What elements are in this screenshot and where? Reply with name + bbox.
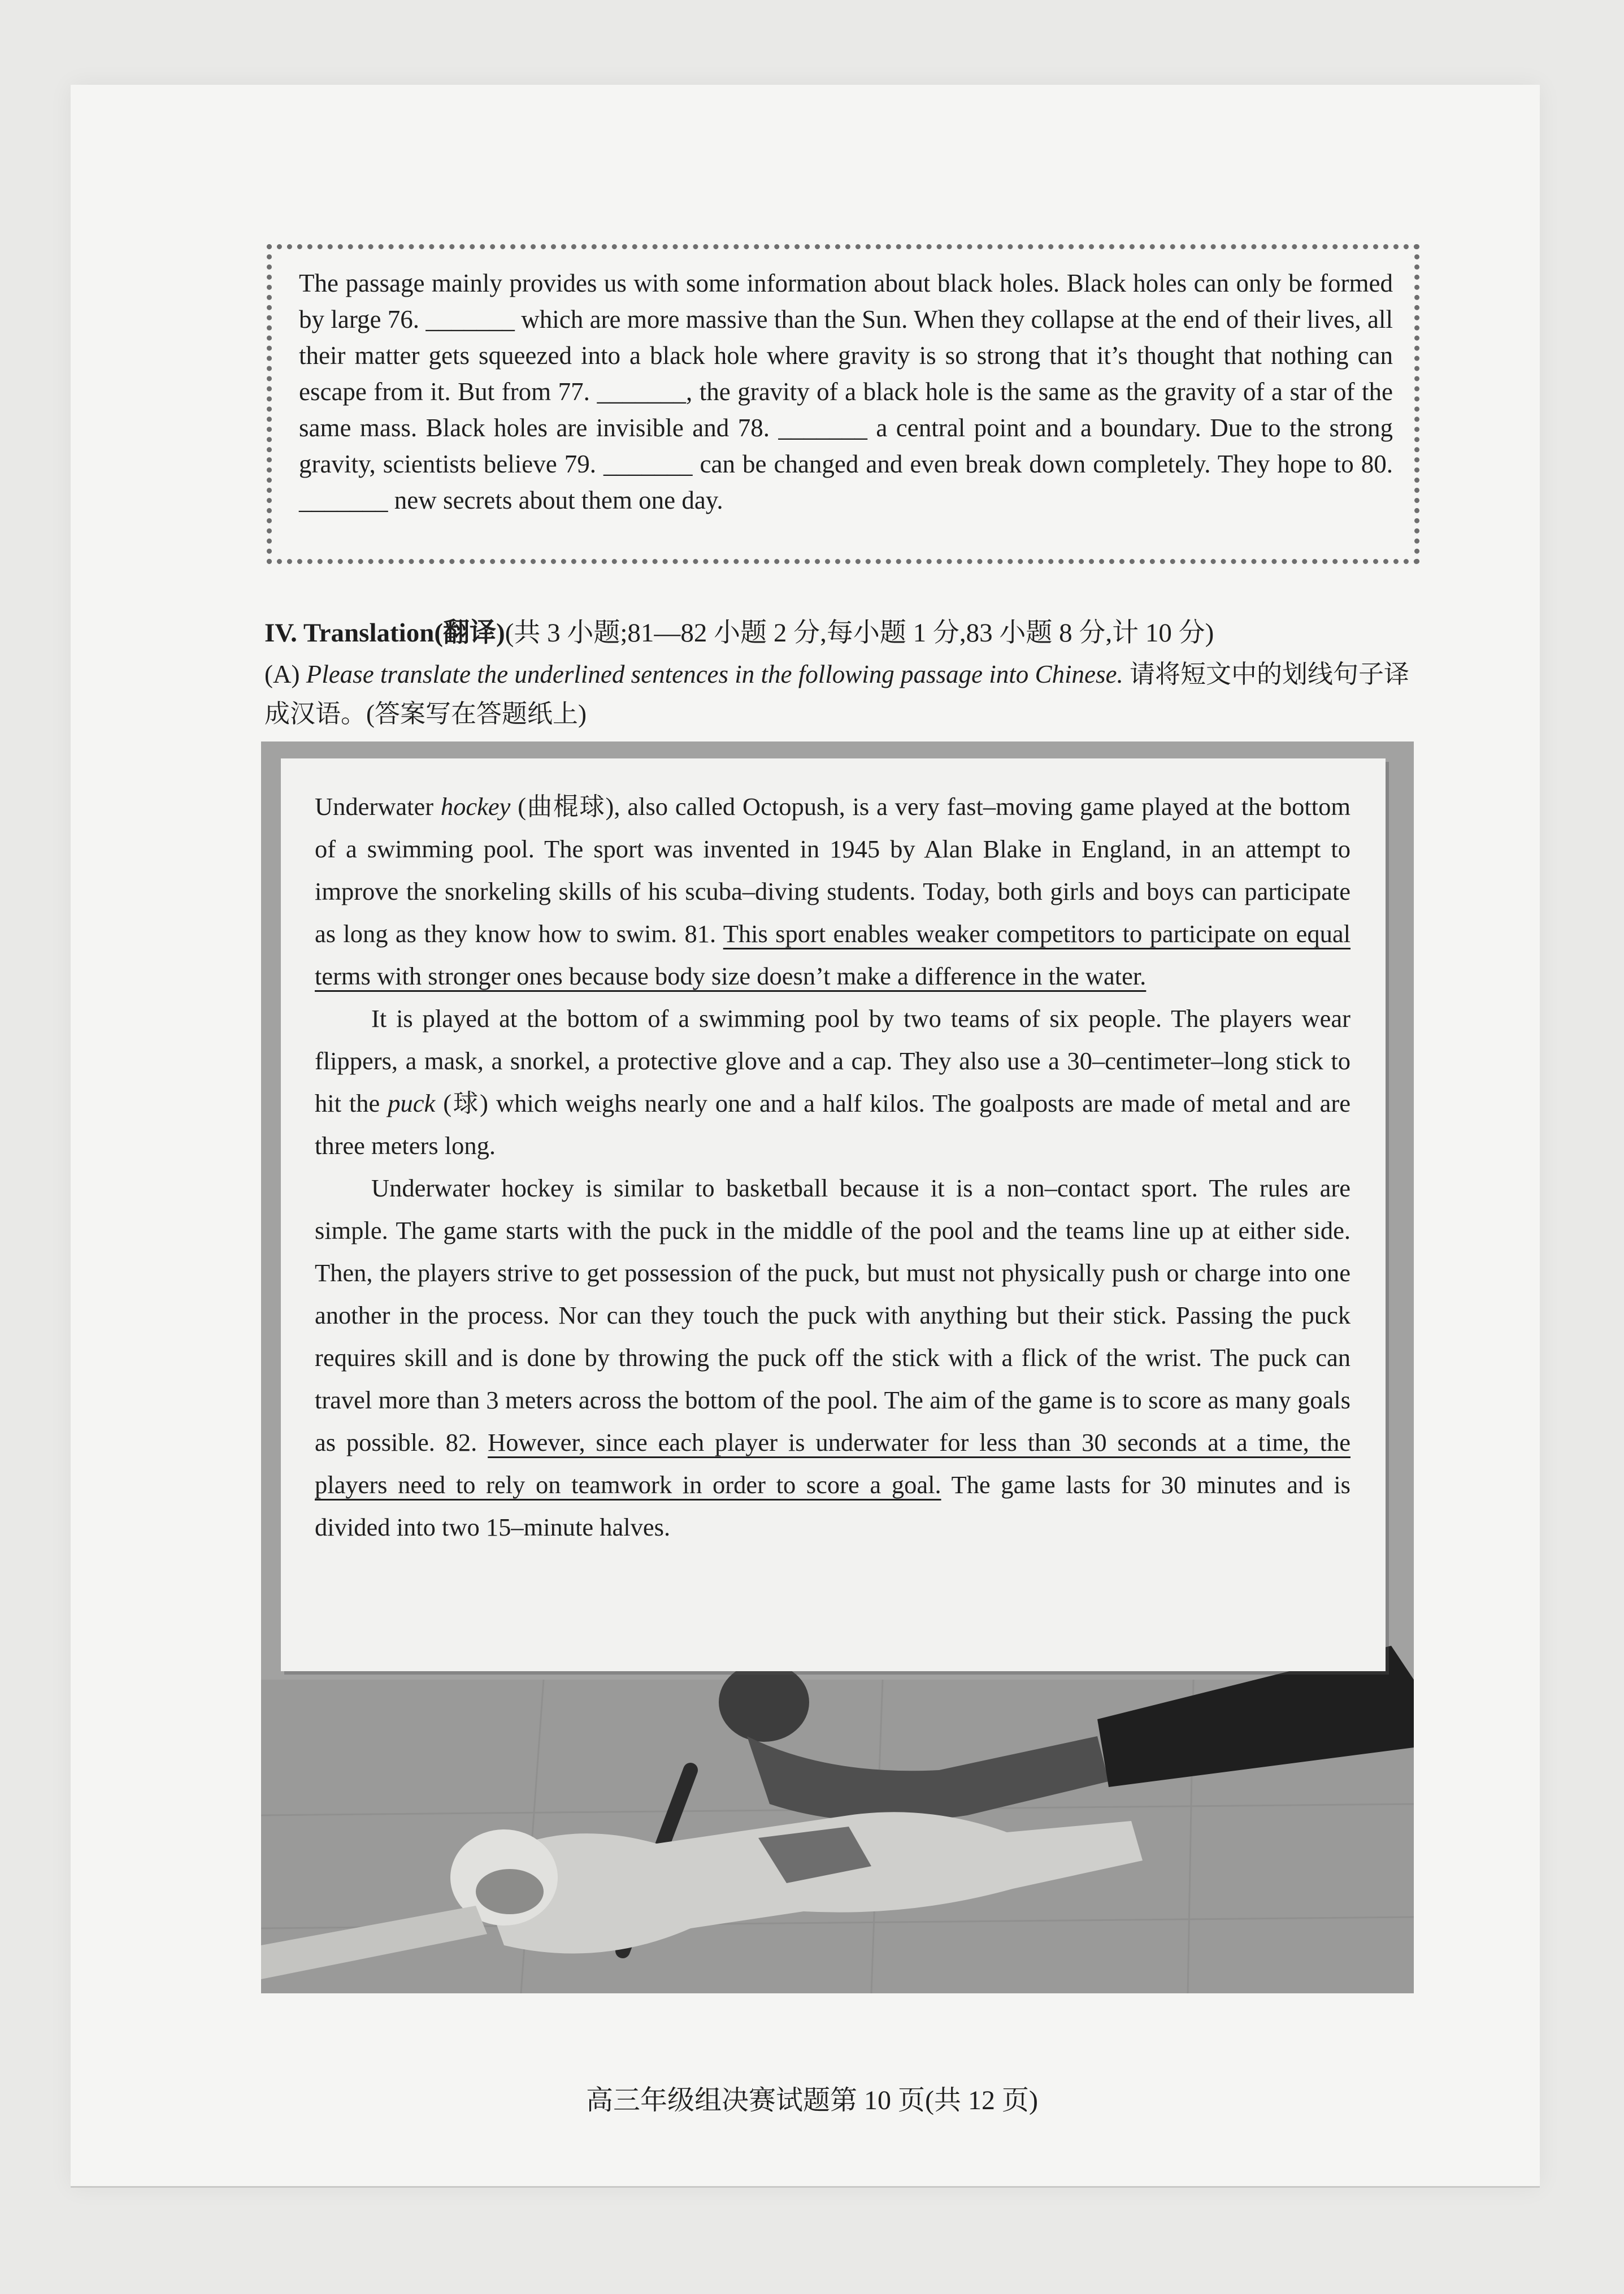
passage-card	[281, 758, 1386, 1671]
blank-77[interactable]: _______	[597, 378, 686, 406]
blank-78[interactable]: _______	[778, 414, 867, 442]
instruction	[264, 654, 1428, 734]
p3-text-a: Underwater hockey is similar to basketball because it is a non–contact sport. The rules are simple. The game starts with the puck in the middle of the pool and the teams line up at either side. Then, the players strive to get possession of the puck, but must not physically push or charge into one another in the process. Nor can they touch the puck with anything but their stick. Passing the puck requires skill and is done by throwing the puck off the stick with a flick of the wrist. The puck can travel more than 3 meters across the bottom of the pool. The aim of the game is to score as many goals as possible. 82.	[315, 1174, 1351, 1456]
instruction-en: Please translate the underlined sentences in the following passage into Chinese.	[306, 660, 1123, 688]
p1-text-a: Underwater	[315, 792, 441, 821]
instruction-label: (A)	[264, 660, 306, 688]
p1-hockey: hockey	[440, 792, 511, 821]
summary-text-76-post: which are more massive than the Sun. When they collapse at the end of their lives, all their matter gets squeezed into a black hole where gravity is so strong that it’s thought that nothing can escape from it. But from 77.	[299, 305, 1393, 406]
underlined-sentence-82: However, since each player is underwater for less than 30 seconds at a time, the players need to rely on teamwork in order to score a goal.	[315, 1428, 1351, 1499]
section-title-en: IV. Translation	[264, 618, 435, 648]
instruction-cn: 请将短文中的划线句子译成汉语。(答案写在答题纸上)	[264, 660, 1410, 728]
passage-paragraph-1	[315, 786, 1351, 998]
section-title-cn: (翻译)	[434, 618, 505, 648]
p1-text-b: (曲棍球), also called Octopush, is a very fast–moving game played at the bottom of a swimming pool. The sport was invented in 1945 by Alan Blake in England, in an attempt to improve the snorkeling skills of his scuba–diving students. Today, both girls and boys can participate as long as they know how to swim. 81.	[315, 792, 1351, 948]
summary-text-80-post: new secrets about them one day.	[388, 486, 723, 514]
passage-paragraph-2	[315, 998, 1351, 1167]
summary-box	[267, 244, 1419, 564]
section-heading	[264, 613, 1428, 653]
summary-text-78-post: a central point and a boundary. Due to the strong gravity, scientists believe 79.	[299, 414, 1393, 478]
p2-text-a: It is played at the bottom of a swimming pool by two teams of six people. The players wear flippers, a mask, a snorkel, a protective glove and a cap. They also use a 30–centimeter–long stick to hit the	[315, 1004, 1351, 1117]
underlined-sentence-81: This sport enables weaker competitors to participate on equal terms with stronger ones because body size doesn’t make a difference in the water.	[315, 920, 1351, 990]
summary-text-76-pre: The passage mainly provides us with some information about black holes. Black holes can only be formed by large 76.	[299, 269, 1393, 333]
summary-text-79-post: can be changed and even break down completely. They hope to 80.	[692, 450, 1393, 478]
section-points: (共 3 小题;81—82 小题 2 分,每小题 1 分,83 小题 8 分,计 10 分)	[505, 618, 1214, 648]
p3-text-b: The game lasts for 30 minutes and is divided into two 15–minute halves.	[315, 1471, 1351, 1541]
passage-paragraph-3	[315, 1167, 1351, 1549]
underwater-hockey-photo	[261, 741, 1414, 1993]
page-footer: 高三年级组决赛试题第 10 页(共 12 页)	[586, 2085, 1038, 2115]
paper-edge-line	[71, 2186, 1540, 2188]
p2-text-b: (球) which weighs nearly one and a half kilos. The goalposts are made of metal and are three meters long.	[315, 1089, 1351, 1160]
summary-text-77-post: , the gravity of a black hole is the same as the gravity of a star of the same mass. Black holes are invisible and 78.	[299, 378, 1393, 442]
blank-76[interactable]: _______	[425, 305, 515, 333]
blank-80[interactable]: _______	[299, 486, 388, 514]
p2-puck: puck	[388, 1089, 436, 1117]
summary-paragraph	[299, 265, 1393, 518]
blank-79[interactable]: _______	[603, 450, 693, 478]
